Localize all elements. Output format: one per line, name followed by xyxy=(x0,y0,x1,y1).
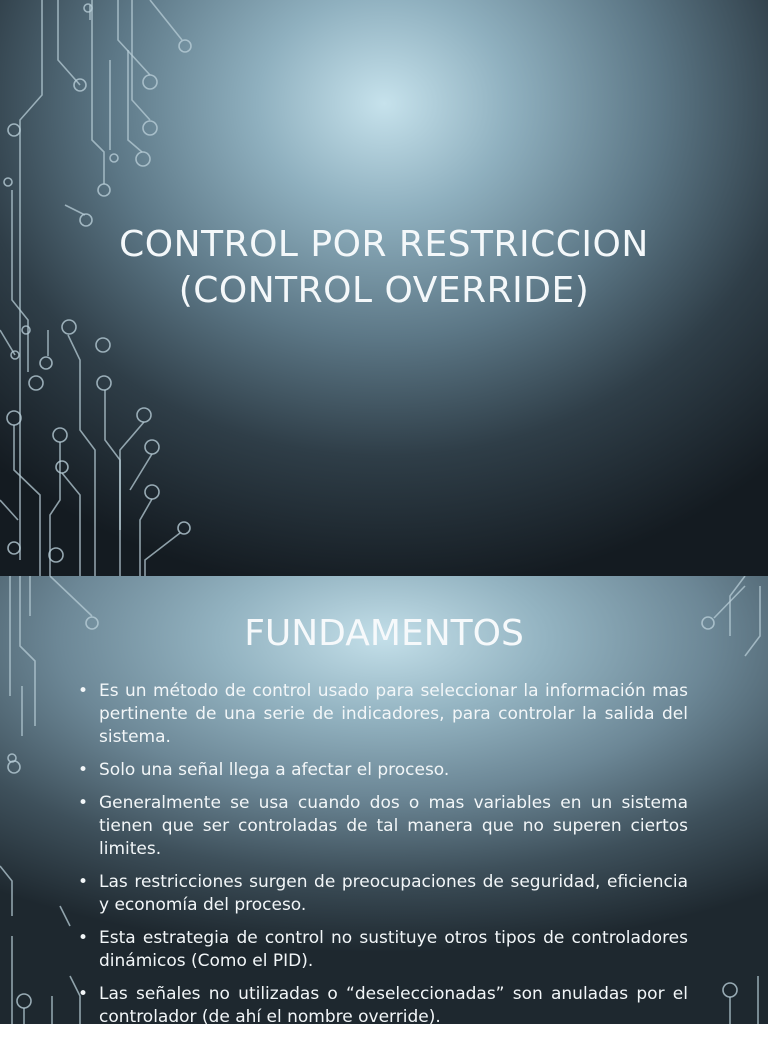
slide-heading: FUNDAMENTOS xyxy=(244,613,524,654)
title-line-1: CONTROL POR RESTRICCION xyxy=(119,224,649,265)
slide-title-heading xyxy=(84,222,684,314)
title-line-2: (CONTROL OVERRIDE) xyxy=(178,270,590,311)
list-item: • Solo una señal llega a afectar el proceso. xyxy=(78,759,688,782)
bullet-list xyxy=(78,680,688,1039)
list-item: • Es un método de control usado para seleccionar la información mas pertinente de una serie de indicadores, para controlar la salida del sistema. xyxy=(78,680,688,749)
list-item: • Esta estrategia de control no sustituye otros tipos de controladores dinámicos (Como el PID). xyxy=(78,927,688,973)
list-item: • Generalmente se usa cuando dos o mas variables en un sistema tienen que ser controladas de tal manera que no superen ciertos limites. xyxy=(78,792,688,861)
list-item: • Las restricciones surgen de preocupaciones de seguridad, eficiencia y economía del proceso. xyxy=(78,871,688,917)
list-item: • Las señales no utilizadas o “deseleccionadas” son anuladas por el controlador (de ahí el nombre override). xyxy=(78,983,688,1029)
